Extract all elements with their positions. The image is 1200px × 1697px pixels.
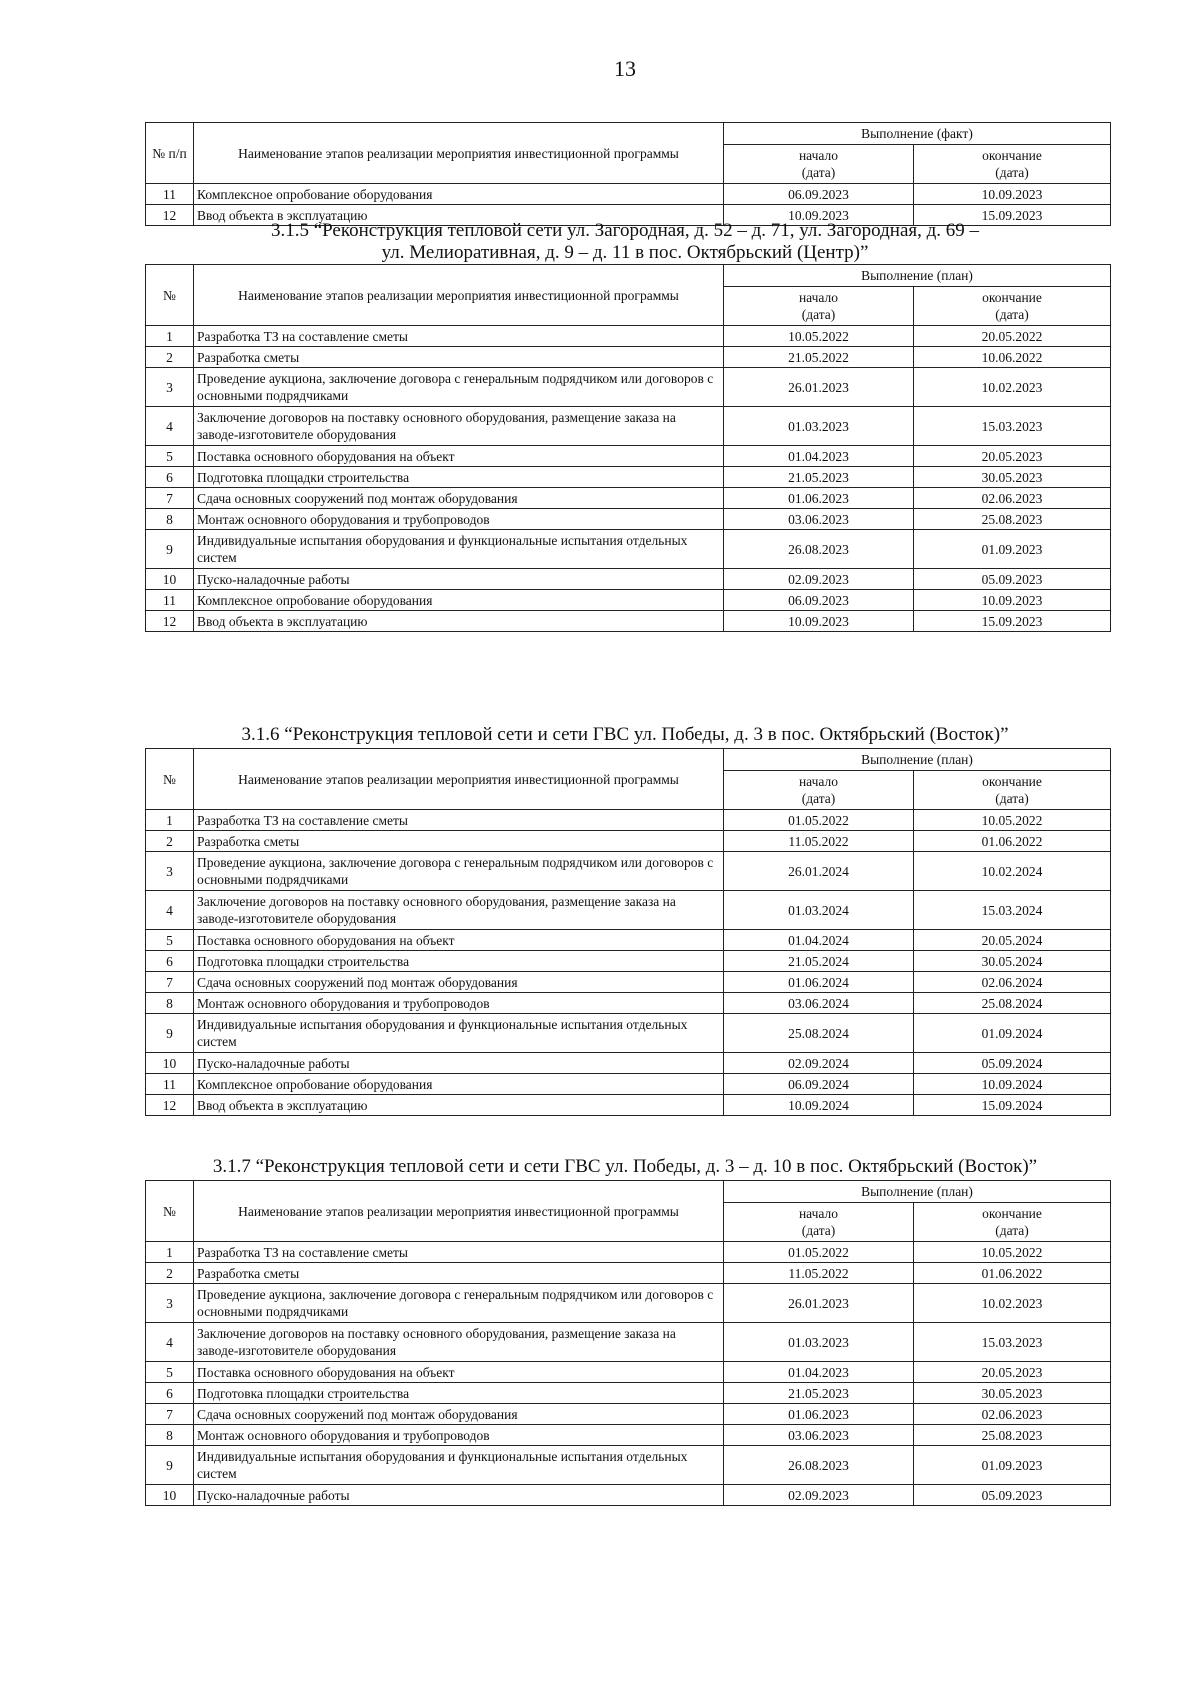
schedule-table bbox=[145, 264, 1111, 632]
stage-name: Проведение аукциона, заключение договора с генеральным подрядчиком или договоров с основными подрядчиками bbox=[194, 1284, 724, 1323]
end-date: 05.09.2023 bbox=[914, 1485, 1111, 1506]
start-date: 03.06.2024 bbox=[724, 993, 914, 1014]
table-row bbox=[146, 509, 1111, 530]
stage-name: Разработка сметы bbox=[194, 1263, 724, 1284]
row-number: 12 bbox=[146, 205, 194, 226]
start-date: 01.03.2023 bbox=[724, 1323, 914, 1362]
table-row bbox=[146, 1263, 1111, 1284]
stage-name: Разработка сметы bbox=[194, 831, 724, 852]
row-number: 2 bbox=[146, 1263, 194, 1284]
start-date: 10.09.2023 bbox=[724, 205, 914, 226]
header-execution: Выполнение (план) bbox=[724, 749, 1111, 771]
table-row bbox=[146, 1425, 1111, 1446]
end-date: 15.09.2023 bbox=[914, 611, 1111, 632]
end-date: 02.06.2024 bbox=[914, 972, 1111, 993]
table-row bbox=[146, 1383, 1111, 1404]
end-date: 25.08.2023 bbox=[914, 1425, 1111, 1446]
row-number: 8 bbox=[146, 509, 194, 530]
table-row bbox=[146, 1053, 1111, 1074]
start-date: 01.04.2023 bbox=[724, 1362, 914, 1383]
start-date: 25.08.2024 bbox=[724, 1014, 914, 1053]
stage-name: Монтаж основного оборудования и трубопроводов bbox=[194, 509, 724, 530]
end-date: 15.03.2024 bbox=[914, 891, 1111, 930]
header-stage: Наименование этапов реализации мероприятия инвестиционной программы bbox=[194, 123, 724, 184]
end-date: 10.09.2023 bbox=[914, 590, 1111, 611]
start-date: 10.09.2024 bbox=[724, 1095, 914, 1116]
table-row bbox=[146, 407, 1111, 446]
row-number: 6 bbox=[146, 467, 194, 488]
table-row bbox=[146, 590, 1111, 611]
stage-name: Индивидуальные испытания оборудования и функциональные испытания отдельных систем bbox=[194, 1014, 724, 1053]
stage-name: Заключение договоров на поставку основного оборудования, размещение заказа на заводе-изготовителе оборудования bbox=[194, 407, 724, 446]
stage-name: Монтаж основного оборудования и трубопроводов bbox=[194, 993, 724, 1014]
header-end: окончание (дата) bbox=[914, 287, 1111, 326]
table-row bbox=[146, 1404, 1111, 1425]
start-date: 01.05.2022 bbox=[724, 1242, 914, 1263]
header-num: № bbox=[146, 749, 194, 810]
row-number: 10 bbox=[146, 1053, 194, 1074]
table-row bbox=[146, 1362, 1111, 1383]
header-execution: Выполнение (план) bbox=[724, 265, 1111, 287]
row-number: 3 bbox=[146, 368, 194, 407]
stage-name: Разработка ТЗ на составление сметы bbox=[194, 326, 724, 347]
stage-name: Сдача основных сооружений под монтаж оборудования bbox=[194, 972, 724, 993]
row-number: 4 bbox=[146, 891, 194, 930]
row-number: 1 bbox=[146, 1242, 194, 1263]
row-number: 4 bbox=[146, 407, 194, 446]
table-row bbox=[146, 993, 1111, 1014]
stage-name: Индивидуальные испытания оборудования и функциональные испытания отдельных систем bbox=[194, 530, 724, 569]
start-date: 21.05.2023 bbox=[724, 1383, 914, 1404]
row-number: 1 bbox=[146, 810, 194, 831]
section-title bbox=[145, 220, 1105, 264]
section-title-line: 3.1.7 “Реконструкция тепловой сети и сети ГВС ул. Победы, д. 3 – д. 10 в пос. Октябрьский (Восток)” bbox=[212, 1156, 1038, 1177]
stage-name: Поставка основного оборудования на объект bbox=[194, 1362, 724, 1383]
table-row bbox=[146, 569, 1111, 590]
table-row bbox=[146, 184, 1111, 205]
stage-name: Заключение договоров на поставку основного оборудования, размещение заказа на заводе-изготовителе оборудования bbox=[194, 1323, 724, 1362]
header-execution: Выполнение (план) bbox=[724, 1181, 1111, 1203]
row-number: 2 bbox=[146, 831, 194, 852]
end-date: 10.06.2022 bbox=[914, 347, 1111, 368]
end-date: 01.09.2023 bbox=[914, 1446, 1111, 1485]
table-row bbox=[146, 1074, 1111, 1095]
table-row bbox=[146, 1485, 1111, 1506]
end-date: 01.06.2022 bbox=[914, 831, 1111, 852]
table-row bbox=[146, 930, 1111, 951]
row-number: 8 bbox=[146, 993, 194, 1014]
row-number: 5 bbox=[146, 1362, 194, 1383]
row-number: 9 bbox=[146, 1014, 194, 1053]
end-date: 05.09.2024 bbox=[914, 1053, 1111, 1074]
end-date: 01.06.2022 bbox=[914, 1263, 1111, 1284]
end-date: 15.09.2023 bbox=[914, 205, 1111, 226]
stage-name: Подготовка площадки строительства bbox=[194, 951, 724, 972]
table-row bbox=[146, 326, 1111, 347]
start-date: 26.08.2023 bbox=[724, 530, 914, 569]
table-row bbox=[146, 972, 1111, 993]
start-date: 26.01.2024 bbox=[724, 852, 914, 891]
row-number: 11 bbox=[146, 184, 194, 205]
end-date: 10.05.2022 bbox=[914, 1242, 1111, 1263]
table-row bbox=[146, 891, 1111, 930]
stage-name: Пуско-наладочные работы bbox=[194, 569, 724, 590]
stage-name: Подготовка площадки строительства bbox=[194, 1383, 724, 1404]
end-date: 05.09.2023 bbox=[914, 569, 1111, 590]
end-date: 10.09.2023 bbox=[914, 184, 1111, 205]
start-date: 02.09.2023 bbox=[724, 569, 914, 590]
row-number: 2 bbox=[146, 347, 194, 368]
start-date: 21.05.2024 bbox=[724, 951, 914, 972]
start-date: 11.05.2022 bbox=[724, 1263, 914, 1284]
row-number: 11 bbox=[146, 1074, 194, 1095]
section-title-line: 3.1.5 “Реконструкция тепловой сети ул. Загородная, д. 52 – д. 71, ул. Загородная, д. 69 – bbox=[270, 220, 980, 241]
start-date: 10.05.2022 bbox=[724, 326, 914, 347]
header-end: окончание (дата) bbox=[914, 1203, 1111, 1242]
table-row bbox=[146, 1014, 1111, 1053]
schedule-table bbox=[145, 748, 1111, 1116]
table-row bbox=[146, 852, 1111, 891]
stage-name: Разработка ТЗ на составление сметы bbox=[194, 810, 724, 831]
start-date: 10.09.2023 bbox=[724, 611, 914, 632]
start-date: 01.06.2024 bbox=[724, 972, 914, 993]
header-start: начало (дата) bbox=[724, 1203, 914, 1242]
end-date: 30.05.2024 bbox=[914, 951, 1111, 972]
header-num: № bbox=[146, 265, 194, 326]
table-row bbox=[146, 530, 1111, 569]
stage-name: Комплексное опробование оборудования bbox=[194, 184, 724, 205]
end-date: 10.09.2024 bbox=[914, 1074, 1111, 1095]
start-date: 01.04.2023 bbox=[724, 446, 914, 467]
row-number: 7 bbox=[146, 972, 194, 993]
stage-name: Поставка основного оборудования на объект bbox=[194, 446, 724, 467]
schedule-table bbox=[145, 1180, 1111, 1506]
start-date: 06.09.2024 bbox=[724, 1074, 914, 1095]
end-date: 01.09.2024 bbox=[914, 1014, 1111, 1053]
start-date: 02.09.2023 bbox=[724, 1485, 914, 1506]
table-row bbox=[146, 611, 1111, 632]
table-row bbox=[146, 951, 1111, 972]
start-date: 06.09.2023 bbox=[724, 590, 914, 611]
start-date: 01.03.2024 bbox=[724, 891, 914, 930]
row-number: 12 bbox=[146, 611, 194, 632]
row-number: 1 bbox=[146, 326, 194, 347]
table-row bbox=[146, 467, 1111, 488]
table-row bbox=[146, 446, 1111, 467]
stage-name: Пуско-наладочные работы bbox=[194, 1053, 724, 1074]
table-row bbox=[146, 810, 1111, 831]
end-date: 15.09.2024 bbox=[914, 1095, 1111, 1116]
end-date: 20.05.2023 bbox=[914, 1362, 1111, 1383]
row-number: 11 bbox=[146, 590, 194, 611]
table-row bbox=[146, 1323, 1111, 1362]
end-date: 02.06.2023 bbox=[914, 488, 1111, 509]
end-date: 15.03.2023 bbox=[914, 407, 1111, 446]
header-num: № п/п bbox=[146, 123, 194, 184]
stage-name: Ввод объекта в эксплуатацию bbox=[194, 1095, 724, 1116]
start-date: 06.09.2023 bbox=[724, 184, 914, 205]
table-row bbox=[146, 1446, 1111, 1485]
stage-name: Разработка сметы bbox=[194, 347, 724, 368]
header-execution: Выполнение (факт) bbox=[724, 123, 1111, 145]
stage-name: Комплексное опробование оборудования bbox=[194, 1074, 724, 1095]
section-title bbox=[145, 724, 1105, 746]
row-number: 6 bbox=[146, 951, 194, 972]
header-end: окончание (дата) bbox=[914, 771, 1111, 810]
stage-name: Проведение аукциона, заключение договора с генеральным подрядчиком или договоров с основными подрядчиками bbox=[194, 368, 724, 407]
table-row bbox=[146, 488, 1111, 509]
end-date: 30.05.2023 bbox=[914, 467, 1111, 488]
table-row bbox=[146, 368, 1111, 407]
row-number: 7 bbox=[146, 1404, 194, 1425]
row-number: 9 bbox=[146, 530, 194, 569]
table-row bbox=[146, 1242, 1111, 1263]
end-date: 10.02.2023 bbox=[914, 1284, 1111, 1323]
row-number: 9 bbox=[146, 1446, 194, 1485]
row-number: 4 bbox=[146, 1323, 194, 1362]
row-number: 5 bbox=[146, 446, 194, 467]
end-date: 10.02.2023 bbox=[914, 368, 1111, 407]
end-date: 25.08.2024 bbox=[914, 993, 1111, 1014]
start-date: 01.03.2023 bbox=[724, 407, 914, 446]
table-row bbox=[146, 347, 1111, 368]
start-date: 21.05.2023 bbox=[724, 467, 914, 488]
start-date: 11.05.2022 bbox=[724, 831, 914, 852]
stage-name: Ввод объекта в эксплуатацию bbox=[194, 205, 724, 226]
end-date: 20.05.2024 bbox=[914, 930, 1111, 951]
stage-name: Ввод объекта в эксплуатацию bbox=[194, 611, 724, 632]
start-date: 21.05.2022 bbox=[724, 347, 914, 368]
stage-name: Монтаж основного оборудования и трубопроводов bbox=[194, 1425, 724, 1446]
start-date: 26.08.2023 bbox=[724, 1446, 914, 1485]
stage-name: Подготовка площадки строительства bbox=[194, 467, 724, 488]
header-start: начало (дата) bbox=[724, 145, 914, 184]
header-stage: Наименование этапов реализации мероприятия инвестиционной программы bbox=[194, 265, 724, 326]
stage-name: Поставка основного оборудования на объект bbox=[194, 930, 724, 951]
row-number: 10 bbox=[146, 569, 194, 590]
section-title-line: ул. Мелиоративная, д. 9 – д. 11 в пос. Октябрьский (Центр)” bbox=[381, 242, 869, 263]
schedule-table bbox=[145, 122, 1111, 226]
stage-name: Заключение договоров на поставку основного оборудования, размещение заказа на заводе-изготовителе оборудования bbox=[194, 891, 724, 930]
row-number: 5 bbox=[146, 930, 194, 951]
end-date: 20.05.2023 bbox=[914, 446, 1111, 467]
end-date: 15.03.2023 bbox=[914, 1323, 1111, 1362]
start-date: 03.06.2023 bbox=[724, 509, 914, 530]
start-date: 02.09.2024 bbox=[724, 1053, 914, 1074]
header-stage: Наименование этапов реализации мероприятия инвестиционной программы bbox=[194, 1181, 724, 1242]
start-date: 01.06.2023 bbox=[724, 488, 914, 509]
page-number: 13 bbox=[614, 56, 636, 81]
row-number: 6 bbox=[146, 1383, 194, 1404]
section-title-line: 3.1.6 “Реконструкция тепловой сети и сети ГВС ул. Победы, д. 3 в пос. Октябрьский (Восток)” bbox=[241, 724, 1009, 745]
header-stage: Наименование этапов реализации мероприятия инвестиционной программы bbox=[194, 749, 724, 810]
end-date: 02.06.2023 bbox=[914, 1404, 1111, 1425]
start-date: 03.06.2023 bbox=[724, 1425, 914, 1446]
table-row bbox=[146, 1095, 1111, 1116]
section-title bbox=[145, 1156, 1105, 1178]
table-row bbox=[146, 831, 1111, 852]
stage-name: Проведение аукциона, заключение договора с генеральным подрядчиком или договоров с основными подрядчиками bbox=[194, 852, 724, 891]
header-end: окончание (дата) bbox=[914, 145, 1111, 184]
header-num: № bbox=[146, 1181, 194, 1242]
end-date: 10.02.2024 bbox=[914, 852, 1111, 891]
row-number: 3 bbox=[146, 852, 194, 891]
stage-name: Разработка ТЗ на составление сметы bbox=[194, 1242, 724, 1263]
row-number: 12 bbox=[146, 1095, 194, 1116]
end-date: 01.09.2023 bbox=[914, 530, 1111, 569]
row-number: 8 bbox=[146, 1425, 194, 1446]
header-start: начало (дата) bbox=[724, 287, 914, 326]
row-number: 3 bbox=[146, 1284, 194, 1323]
row-number: 10 bbox=[146, 1485, 194, 1506]
end-date: 20.05.2022 bbox=[914, 326, 1111, 347]
stage-name: Сдача основных сооружений под монтаж оборудования bbox=[194, 1404, 724, 1425]
stage-name: Индивидуальные испытания оборудования и функциональные испытания отдельных систем bbox=[194, 1446, 724, 1485]
start-date: 01.06.2023 bbox=[724, 1404, 914, 1425]
stage-name: Комплексное опробование оборудования bbox=[194, 590, 724, 611]
end-date: 25.08.2023 bbox=[914, 509, 1111, 530]
start-date: 26.01.2023 bbox=[724, 1284, 914, 1323]
end-date: 10.05.2022 bbox=[914, 810, 1111, 831]
start-date: 01.05.2022 bbox=[724, 810, 914, 831]
stage-name: Сдача основных сооружений под монтаж оборудования bbox=[194, 488, 724, 509]
row-number: 7 bbox=[146, 488, 194, 509]
stage-name: Пуско-наладочные работы bbox=[194, 1485, 724, 1506]
header-start: начало (дата) bbox=[724, 771, 914, 810]
table-row bbox=[146, 1284, 1111, 1323]
start-date: 26.01.2023 bbox=[724, 368, 914, 407]
start-date: 01.04.2024 bbox=[724, 930, 914, 951]
end-date: 30.05.2023 bbox=[914, 1383, 1111, 1404]
